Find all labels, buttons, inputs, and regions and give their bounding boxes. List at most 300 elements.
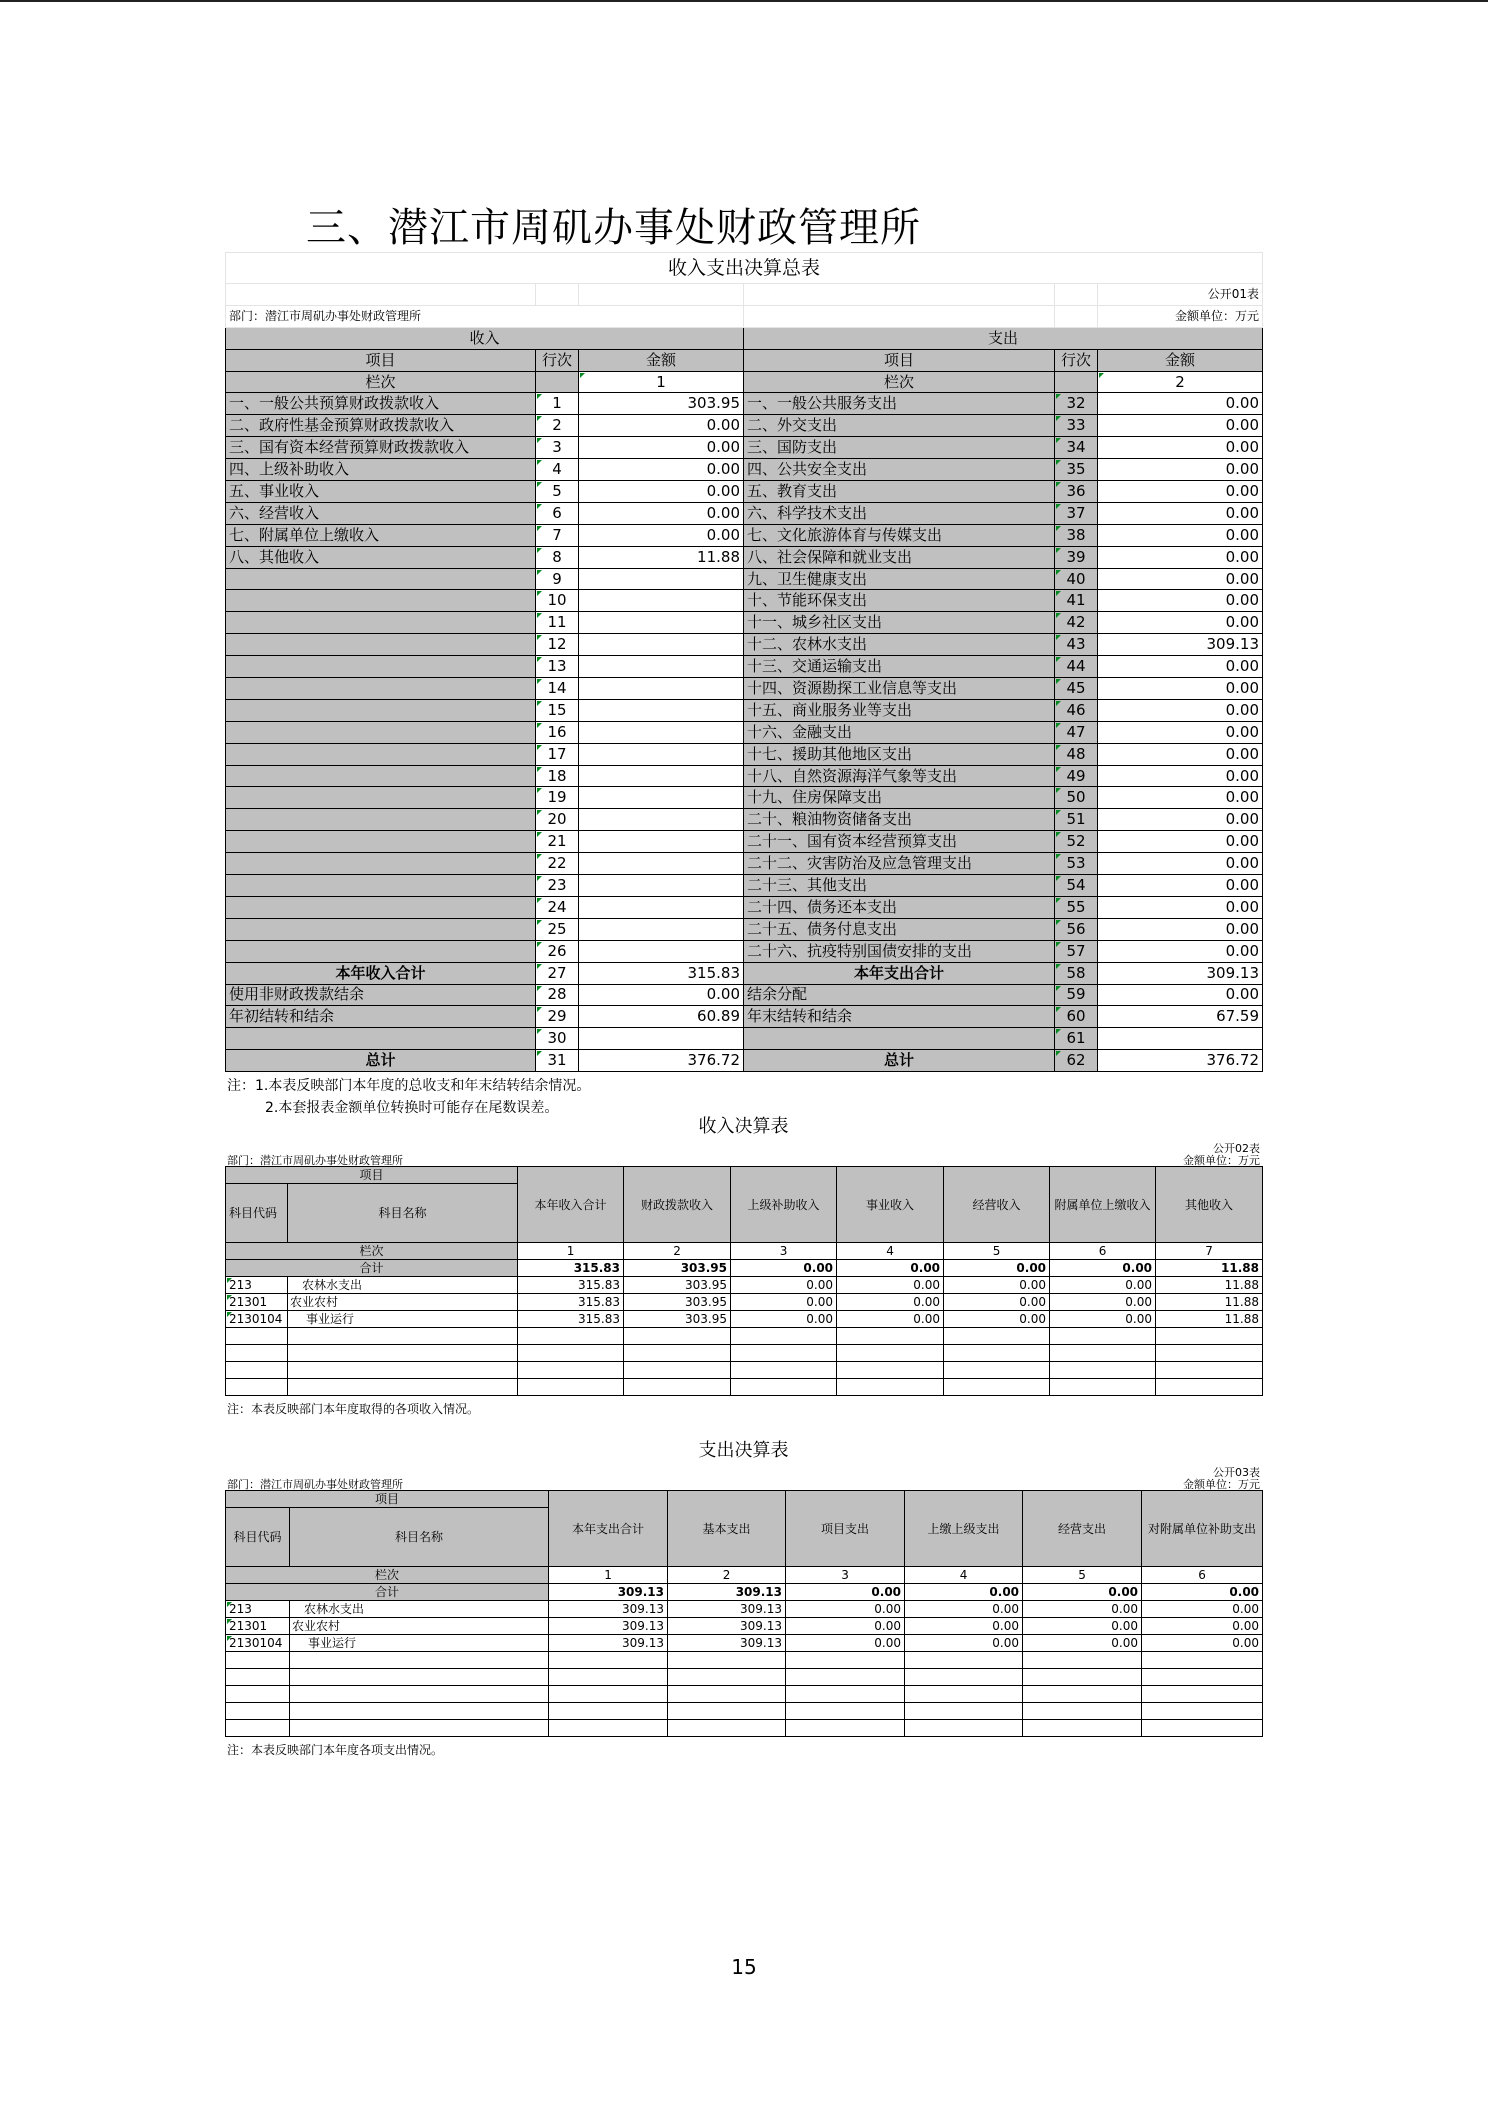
income-item-header: 项目: [226, 349, 536, 371]
amount-cell: 0.00: [731, 1294, 837, 1311]
summary-row: [226, 809, 1263, 831]
empty-cell: [731, 1345, 837, 1362]
table2-lanci-value: 3: [731, 1243, 837, 1260]
table1-form-no: 公开01表: [1098, 284, 1263, 306]
table1-note-1-text: 注：1.本表反映部门本年度的总收支和年末结转结余情况。: [227, 1078, 591, 1095]
amount-cell: 0.00: [1023, 1601, 1142, 1618]
amount-cell: 0.00: [837, 1311, 944, 1328]
income-line-no: 26: [536, 940, 579, 962]
expense-amount: 67.59: [1098, 1006, 1263, 1028]
amount-cell: 303.95: [624, 1277, 731, 1294]
table3-department: 部门：潜江市周矶办事处财政管理所: [227, 1478, 403, 1491]
income-lanci-label: 栏次: [226, 371, 536, 393]
table2-form-no: 公开02表: [1213, 1142, 1260, 1155]
table3-total-label: 合计: [226, 1584, 549, 1601]
subject-code: 21301: [226, 1294, 288, 1311]
table2-total-label: 合计: [226, 1260, 518, 1277]
empty-cell: [624, 1328, 731, 1345]
expense-amount: 0.00: [1098, 940, 1263, 962]
table3-total-value: 0.00: [905, 1584, 1023, 1601]
empty-cell: [624, 1345, 731, 1362]
expense-amount: 0.00: [1098, 984, 1263, 1006]
expense-amount: 0.00: [1098, 546, 1263, 568]
expense-line-no: 51: [1055, 809, 1098, 831]
income-item-name: [226, 743, 536, 765]
empty-cell: [786, 1686, 905, 1703]
income-line-no: 13: [536, 656, 579, 678]
expense-line-no: 54: [1055, 875, 1098, 897]
empty-cell: [944, 1362, 1050, 1379]
income-item-name: 八、其他收入: [226, 546, 536, 568]
expense-amount: 0.00: [1098, 590, 1263, 612]
expense-amount: 0.00: [1098, 853, 1263, 875]
empty-cell: [1050, 1345, 1156, 1362]
table2-col-7: 其他收入: [1156, 1167, 1263, 1243]
amount-cell: 0.00: [786, 1618, 905, 1635]
expense-item-name: 十三、交通运输支出: [744, 656, 1055, 678]
expense-line-header: 行次: [1055, 349, 1098, 371]
empty-cell: [905, 1669, 1023, 1686]
summary-row: [226, 984, 1263, 1006]
amount-cell: 0.00: [944, 1294, 1050, 1311]
amount-cell: 0.00: [837, 1294, 944, 1311]
expense-line-no: 42: [1055, 612, 1098, 634]
expense-item-name: 九、卫生健康支出: [744, 568, 1055, 590]
amount-cell: 0.00: [1050, 1294, 1156, 1311]
table2-lanci-value: 2: [624, 1243, 731, 1260]
income-item-name: [226, 699, 536, 721]
table3-lanci-label: 栏次: [226, 1567, 549, 1584]
expense-item-name: 二十、粮油物资储备支出: [744, 809, 1055, 831]
income-amount: 303.95: [579, 393, 744, 415]
expense-line-no: 62: [1055, 1050, 1098, 1072]
expense-amount-header: 金额: [1098, 349, 1263, 371]
income-item-name: [226, 678, 536, 700]
empty-cell: [226, 1686, 290, 1703]
expense-item-name: 总计: [744, 1050, 1055, 1072]
expense-amount: 0.00: [1098, 875, 1263, 897]
expense-line-no: 47: [1055, 721, 1098, 743]
empty-cell: [518, 1328, 624, 1345]
empty-cell: [226, 1362, 288, 1379]
empty-cell: [1023, 1720, 1142, 1737]
expense-line-no: 60: [1055, 1006, 1098, 1028]
income-item-name: [226, 787, 536, 809]
income-item-name: [226, 656, 536, 678]
empty-row: [226, 1328, 1263, 1345]
expense-item-name: 十七、援助其他地区支出: [744, 743, 1055, 765]
income-line-no: 15: [536, 699, 579, 721]
table3-lanci-value: 2: [668, 1567, 786, 1584]
expense-amount: 0.00: [1098, 699, 1263, 721]
expense-line-no: 55: [1055, 896, 1098, 918]
summary-row: [226, 524, 1263, 546]
income-amount: [579, 765, 744, 787]
empty-cell: [290, 1720, 549, 1737]
expense-amount: 0.00: [1098, 896, 1263, 918]
table2-col-1: 本年收入合计: [518, 1167, 624, 1243]
expense-lanci-value: 2: [1098, 371, 1263, 393]
summary-row: [226, 743, 1263, 765]
expense-line-no: 45: [1055, 678, 1098, 700]
income-amount: [579, 743, 744, 765]
empty-cell: [1142, 1652, 1263, 1669]
table2-caption: 收入决算表: [698, 1116, 789, 1137]
income-item-name: [226, 612, 536, 634]
table2-col-2: 财政拨款收入: [624, 1167, 731, 1243]
table3-code-header: 科目代码: [226, 1508, 290, 1567]
empty-cell: [1050, 1379, 1156, 1396]
amount-cell: 315.83: [518, 1294, 624, 1311]
income-item-name: [226, 896, 536, 918]
table2-meta-2: [225, 1152, 1262, 1166]
expense-item-name: 十二、农林水支出: [744, 634, 1055, 656]
income-amount: [579, 699, 744, 721]
table3-total-value: 309.13: [668, 1584, 786, 1601]
expense-line-no: 44: [1055, 656, 1098, 678]
amount-cell: 309.13: [549, 1601, 668, 1618]
income-item-name: 四、上级补助收入: [226, 459, 536, 481]
income-amount: [579, 612, 744, 634]
table2-total-value: 0.00: [731, 1260, 837, 1277]
table2-total-value: 0.00: [837, 1260, 944, 1277]
income-line-no: 3: [536, 437, 579, 459]
empty-cell: [1142, 1669, 1263, 1686]
amount-cell: 0.00: [1142, 1601, 1263, 1618]
empty-cell: [518, 1362, 624, 1379]
summary-row: [226, 459, 1263, 481]
income-amount: [579, 918, 744, 940]
expense-line-no: 36: [1055, 481, 1098, 503]
expense-header: 支出: [744, 327, 1263, 349]
table-row: [226, 1618, 1263, 1635]
expense-line-no: 37: [1055, 502, 1098, 524]
summary-row: [226, 568, 1263, 590]
expense-line-no: 40: [1055, 568, 1098, 590]
expense-line-no: 56: [1055, 918, 1098, 940]
income-line-no: 2: [536, 415, 579, 437]
empty-cell: [731, 1362, 837, 1379]
income-amount: 376.72: [579, 1050, 744, 1072]
expense-line-no: 53: [1055, 853, 1098, 875]
table2-note: [225, 1396, 1262, 1416]
expense-final-accounts-section: [225, 1436, 1262, 1757]
table3-col-2: 基本支出: [668, 1491, 786, 1567]
subject-code: 213: [226, 1601, 290, 1618]
expense-amount: 0.00: [1098, 787, 1263, 809]
summary-row: [226, 1028, 1263, 1050]
table3-lanci-row: [226, 1567, 1263, 1584]
empty-cell: [668, 1669, 786, 1686]
table2-lanci-value: 5: [944, 1243, 1050, 1260]
empty-cell: [1156, 1362, 1263, 1379]
table3-lanci-value: 5: [1023, 1567, 1142, 1584]
summary-row: [226, 721, 1263, 743]
empty-cell: [944, 1345, 1050, 1362]
empty-cell: [290, 1652, 549, 1669]
income-item-name: [226, 765, 536, 787]
subject-name: 农林水支出: [288, 1277, 518, 1294]
amount-cell: 0.00: [1142, 1635, 1263, 1652]
empty-cell: [1050, 1362, 1156, 1379]
expense-amount: 0.00: [1098, 721, 1263, 743]
income-item-name: [226, 809, 536, 831]
empty-cell: [1023, 1652, 1142, 1669]
table2-name-header: 科目名称: [288, 1184, 518, 1243]
table3-unit: 金额单位：万元: [1183, 1478, 1260, 1491]
income-amount: 0.00: [579, 524, 744, 546]
empty-cell: [837, 1328, 944, 1345]
empty-cell: [624, 1379, 731, 1396]
income-amount: [579, 590, 744, 612]
expense-amount: 0.00: [1098, 502, 1263, 524]
income-line-no: 27: [536, 962, 579, 984]
expense-line-no: 49: [1055, 765, 1098, 787]
table2-code-header: 科目代码: [226, 1184, 288, 1243]
empty-cell: [668, 1703, 786, 1720]
summary-row: [226, 546, 1263, 568]
expense-amount: 0.00: [1098, 524, 1263, 546]
empty-cell: [1156, 1328, 1263, 1345]
income-item-name: 总计: [226, 1050, 536, 1072]
table2-total-row: [226, 1260, 1263, 1277]
income-line-no: 21: [536, 831, 579, 853]
amount-cell: 0.00: [1050, 1277, 1156, 1294]
table2-lanci-value: 4: [837, 1243, 944, 1260]
expense-amount: 0.00: [1098, 918, 1263, 940]
expense-item-name: 十九、住房保障支出: [744, 787, 1055, 809]
income-item-name: [226, 831, 536, 853]
income-item-name: 年初结转和结余: [226, 1006, 536, 1028]
summary-row: [226, 634, 1263, 656]
table3-col-5: 经营支出: [1023, 1491, 1142, 1567]
expense-item-name: 二十三、其他支出: [744, 875, 1055, 897]
income-amount: 0.00: [579, 502, 744, 524]
empty-cell: [1156, 1345, 1263, 1362]
empty-cell: [905, 1703, 1023, 1720]
summary-row: [226, 502, 1263, 524]
empty-cell: [837, 1362, 944, 1379]
expense-line-no: 52: [1055, 831, 1098, 853]
table2-total-value: 303.95: [624, 1260, 731, 1277]
empty-cell: [290, 1686, 549, 1703]
empty-row: [226, 1669, 1263, 1686]
empty-cell: [226, 1652, 290, 1669]
expense-amount: 309.13: [1098, 634, 1263, 656]
table3-meta-2: [225, 1476, 1262, 1490]
expense-amount: 0.00: [1098, 481, 1263, 503]
expense-item-name: 六、科学技术支出: [744, 502, 1055, 524]
expense-line-no: 59: [1055, 984, 1098, 1006]
amount-cell: 315.83: [518, 1277, 624, 1294]
table3-item-header: 项目: [226, 1491, 549, 1508]
table3-total-value: 0.00: [786, 1584, 905, 1601]
expense-amount: 0.00: [1098, 568, 1263, 590]
expense-amount: [1098, 1028, 1263, 1050]
table1-note-1: [225, 1072, 1262, 1094]
expense-amount: 0.00: [1098, 831, 1263, 853]
expense-item-name: 十四、资源勘探工业信息等支出: [744, 678, 1055, 700]
expense-item-name: 本年支出合计: [744, 962, 1055, 984]
expense-item-name: 结余分配: [744, 984, 1055, 1006]
income-line-no: 11: [536, 612, 579, 634]
table3-form-no: 公开03表: [1213, 1466, 1260, 1479]
empty-row: [226, 1703, 1263, 1720]
income-amount: [579, 831, 744, 853]
empty-cell: [944, 1379, 1050, 1396]
empty-cell: [290, 1703, 549, 1720]
expense-amount: 0.00: [1098, 743, 1263, 765]
income-lanci-value: 1: [579, 371, 744, 393]
income-final-accounts-section: [225, 1112, 1262, 1416]
empty-cell: [624, 1362, 731, 1379]
income-item-name: 二、政府性基金预算财政拨款收入: [226, 415, 536, 437]
table2-department: 部门：潜江市周矶办事处财政管理所: [227, 1154, 403, 1167]
income-header: 收入: [226, 327, 744, 349]
table3-caption: 支出决算表: [698, 1440, 789, 1461]
table3-lanci-value: 4: [905, 1567, 1023, 1584]
table2-total-value: 0.00: [1050, 1260, 1156, 1277]
amount-cell: 0.00: [944, 1277, 1050, 1294]
table2-total-value: 315.83: [518, 1260, 624, 1277]
empty-cell: [905, 1652, 1023, 1669]
amount-cell: 315.83: [518, 1311, 624, 1328]
subject-name: 农业农村: [290, 1618, 549, 1635]
expense-item-name: 二十六、抗疫特别国债安排的支出: [744, 940, 1055, 962]
amount-cell: 11.88: [1156, 1311, 1263, 1328]
page-top-border: [0, 0, 1488, 2]
table2-lanci-row: [226, 1243, 1263, 1260]
amount-cell: 309.13: [668, 1601, 786, 1618]
summary-row: [226, 962, 1263, 984]
summary-row: [226, 787, 1263, 809]
table-row: [226, 1294, 1263, 1311]
expense-item-name: 八、社会保障和就业支出: [744, 546, 1055, 568]
table3-meta-1: [225, 1462, 1262, 1479]
table3-total-value: 309.13: [549, 1584, 668, 1601]
empty-cell: [731, 1328, 837, 1345]
empty-cell: [668, 1720, 786, 1737]
income-amount: [579, 1028, 744, 1050]
expense-line-no: 33: [1055, 415, 1098, 437]
summary-row: [226, 765, 1263, 787]
empty-row: [226, 1686, 1263, 1703]
table2-lanci-value: 6: [1050, 1243, 1156, 1260]
empty-cell: [549, 1669, 668, 1686]
table2-item-header: 项目: [226, 1167, 518, 1184]
income-amount: 0.00: [579, 415, 744, 437]
table3-name-header: 科目名称: [290, 1508, 549, 1567]
expense-amount: 0.00: [1098, 656, 1263, 678]
empty-cell: [837, 1345, 944, 1362]
expense-line-no: 35: [1055, 459, 1098, 481]
empty-cell: [226, 1379, 288, 1396]
summary-row: [226, 612, 1263, 634]
table3-lanci-value: 3: [786, 1567, 905, 1584]
empty-cell: [290, 1669, 549, 1686]
amount-cell: 309.13: [549, 1635, 668, 1652]
expense-item-name: 十一、城乡社区支出: [744, 612, 1055, 634]
empty-cell: [786, 1669, 905, 1686]
summary-row: [226, 678, 1263, 700]
expense-item-name: 十六、金融支出: [744, 721, 1055, 743]
expense-amount: 0.00: [1098, 459, 1263, 481]
expense-line-no: 38: [1055, 524, 1098, 546]
expense-item-name: 二十五、债务付息支出: [744, 918, 1055, 940]
income-amount: [579, 678, 744, 700]
income-line-no: 12: [536, 634, 579, 656]
expense-item-name: 二十二、灾害防治及应急管理支出: [744, 853, 1055, 875]
income-amount: [579, 809, 744, 831]
income-line-no: 16: [536, 721, 579, 743]
income-item-name: [226, 918, 536, 940]
empty-cell: [1142, 1686, 1263, 1703]
table2-col-6: 附属单位上缴收入: [1050, 1167, 1156, 1243]
amount-cell: 0.00: [837, 1277, 944, 1294]
income-final-accounts-table: [225, 1166, 1263, 1396]
table-row: [226, 1277, 1263, 1294]
income-line-no: 19: [536, 787, 579, 809]
table2-lanci-value: 1: [518, 1243, 624, 1260]
expense-line-no: 61: [1055, 1028, 1098, 1050]
income-item-name: [226, 721, 536, 743]
empty-cell: [1050, 1328, 1156, 1345]
table1-unit: 金额单位：万元: [1098, 305, 1263, 327]
expense-line-no: 41: [1055, 590, 1098, 612]
subject-code: 2130104: [226, 1311, 288, 1328]
expense-amount: 0.00: [1098, 415, 1263, 437]
empty-cell: [288, 1379, 518, 1396]
empty-cell: [668, 1686, 786, 1703]
table3-note-text: 注：本表反映部门本年度各项支出情况。: [227, 1743, 444, 1757]
income-amount: [579, 656, 744, 678]
table2-lanci-value: 7: [1156, 1243, 1263, 1260]
income-line-no: 9: [536, 568, 579, 590]
empty-cell: [288, 1362, 518, 1379]
table-row: [226, 1311, 1263, 1328]
expense-item-name: [744, 1028, 1055, 1050]
summary-row: [226, 853, 1263, 875]
expense-line-no: 43: [1055, 634, 1098, 656]
income-amount-header: 金额: [579, 349, 744, 371]
amount-cell: 303.95: [624, 1294, 731, 1311]
empty-cell: [786, 1720, 905, 1737]
subject-name: 农林水支出: [290, 1601, 549, 1618]
table2-unit: 金额单位：万元: [1183, 1154, 1260, 1167]
summary-row: [226, 590, 1263, 612]
page-number: 15: [731, 1955, 757, 1979]
income-line-no: 20: [536, 809, 579, 831]
amount-cell: 0.00: [1050, 1311, 1156, 1328]
table1-caption: 收入支出决算总表: [226, 253, 1263, 284]
income-amount: [579, 787, 744, 809]
income-line-no: 1: [536, 393, 579, 415]
empty-cell: [905, 1686, 1023, 1703]
empty-cell: [1023, 1669, 1142, 1686]
expense-item-name: 十、节能环保支出: [744, 590, 1055, 612]
expense-item-name: 年末结转和结余: [744, 1006, 1055, 1028]
table2-note-text: 注：本表反映部门本年度取得的各项收入情况。: [227, 1402, 480, 1416]
income-line-no: 31: [536, 1050, 579, 1072]
income-line-no: 4: [536, 459, 579, 481]
income-line-no: 23: [536, 875, 579, 897]
summary-row: [226, 896, 1263, 918]
table3-col-3: 项目支出: [786, 1491, 905, 1567]
income-line-no: 8: [536, 546, 579, 568]
expense-item-name: 三、国防支出: [744, 437, 1055, 459]
empty-cell: [837, 1379, 944, 1396]
amount-cell: 309.13: [668, 1618, 786, 1635]
